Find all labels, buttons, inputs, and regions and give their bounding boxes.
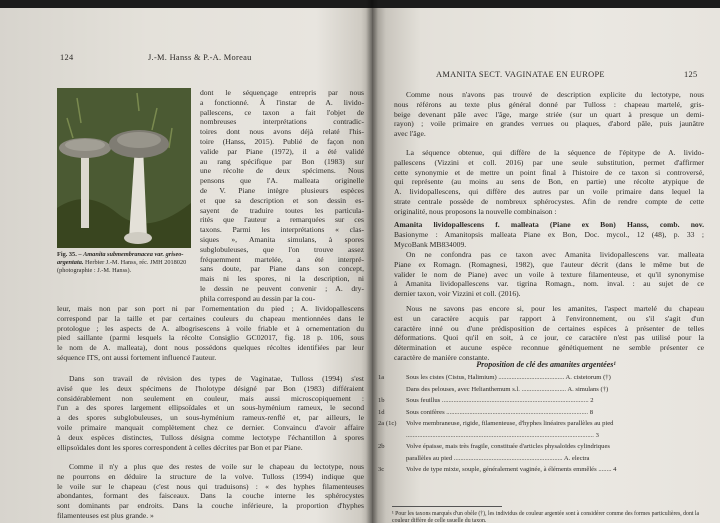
text-line: Piane ex Romagn. (Romagnesi, 1982), que l'auteur décrit (dans le même but de <box>394 259 704 269</box>
key-number: 1b <box>378 397 385 404</box>
text-line: a des spores subglobuleuses, un sous-hyménium rameux-renflé et, par ailleurs, le <box>57 413 364 423</box>
text-line: mais ni les spores, ni la description, ni <box>200 274 364 284</box>
key-text: Sous feuillus ......................................................................................... 2 <box>406 397 594 404</box>
footnote: ¹ Pour les taxons marqués d'un obèle (†), les individus de couleur argentée sont à considérer comme des formes particulières, dont la couleur diffère de celle usuelle du taxon. <box>392 511 700 523</box>
text-line: rayon) ; voile primaire en grandes verrues ou plaques, d'abord pâle, puis jaunâtre <box>394 119 704 129</box>
text-line: dernier taxon, voir Vizzini et coll. (2016). <box>394 289 521 299</box>
key-row <box>378 386 712 396</box>
text-line: fréquemment martelée, a été interpré- <box>200 254 364 264</box>
new-combination <box>394 220 704 249</box>
key-number: 2a (1c) <box>378 420 397 427</box>
text-line: voile primaire manquait complètement chez ce dernier. Convaincu d'avoir affaire <box>57 422 364 432</box>
text-line: sans doute, par Piane dans son concept, <box>200 264 364 274</box>
left-page-number: 124 <box>60 53 74 62</box>
figure-number: Fig. 35. – <box>57 251 82 258</box>
text-line: sayent de traduire toutes les particula- <box>200 205 364 215</box>
left-page <box>0 8 372 523</box>
text-line: Comme il n'y a plus que des restes de voile sur le chapeau du lectotype, nous <box>69 462 364 471</box>
text-line: leur, mais non par son port ni par l'ornementation du pied ; A. lividopallescens <box>57 304 364 313</box>
key-row <box>378 443 712 453</box>
text-line: Basionyme : Amanitopsis malleata Piane ex Bon, Doc. mycol., 12 (48), p. 33 ; <box>394 229 704 239</box>
text-line: pallescens (Vizzini et coll. 2016) par une seule substitution, permet d'affirmer <box>394 157 704 167</box>
text-line: ne pourrons en déduire la structure de la volve. Tulloss (1994) indique que <box>57 471 364 481</box>
text-line: correspond par la taille et par certaines couleurs du chapeau mentionnées dans le <box>57 313 364 323</box>
key-number: 2b <box>378 443 385 450</box>
key-text: .................................................................................................................. 3 <box>406 431 599 439</box>
text-line: sont dominants par endroits. Dans la couche inférieure, la proportion d'hyphes <box>57 501 364 511</box>
text-line: taxons. Parmi les interprétations « clas- <box>200 225 364 235</box>
text-line: à Amanita lividopallescens var. tigrina Romagn., nom. inval. : au sujet de ce <box>394 279 704 289</box>
paragraph-hammered-cap <box>394 304 704 363</box>
key-text: Dans des pelouses, avec Helianthemum s.l. ........................... A. simulans (†) <box>406 385 609 393</box>
text-line: de V. Piane intègre plusieurs espèces <box>200 185 364 195</box>
text-line: strate centrale possède de nombreux sphérocystes. Afin de rendre compte de cette <box>394 196 704 206</box>
text-line: Amanita lividopallescens f. malleata (Piane ex Bon) Hanss, comb. nov. <box>394 220 704 229</box>
text-line: ellipsoïdales dont les spores correspondent à celles décrites par Bon et par Piane. <box>57 442 303 452</box>
right-page-number: 125 <box>684 70 698 79</box>
right-page <box>372 8 720 523</box>
text-line: pensons que l'A. malleata originelle <box>200 176 364 186</box>
key-row <box>378 409 712 419</box>
paragraph-tulloss-revision <box>57 374 364 452</box>
key-text: Volve épaisse, mais très fragile, constituée d'articles physaloïdes cylindriques <box>406 443 610 450</box>
text-line: subglobuleuses, que l'on trouve assez <box>200 244 364 254</box>
text-line: une récolte de deux spécimens. Nous <box>200 166 364 176</box>
paragraph-lectotype-description <box>394 90 704 139</box>
paragraph-sequence-result <box>394 148 704 217</box>
text-line: a fonctionné. À l'instar de A. livido- <box>200 97 364 107</box>
text-line: protologue ; les aspects de A. albogrisescens à voile friable et à ornementation du <box>57 323 364 333</box>
text-line: l'un a des spores largement ellipsoïdales et un sous-hyménium rameux, le second <box>57 403 364 413</box>
key-text: Sous les cistes (Cistus, Halimium) ........................................ A. cistetorum (†) <box>406 374 611 381</box>
book-gutter <box>366 0 378 523</box>
key-row <box>378 455 712 465</box>
paragraph-not-to-confuse <box>394 250 704 299</box>
key-number: 3c <box>378 466 385 473</box>
text-line: La séquence obtenue, qui diffère de la séquence de l'épitype de A. livido- <box>406 148 704 157</box>
text-line: cette synonymie et de mettre un point final à l'histoire de ce taxon si controversé, <box>394 167 704 177</box>
text-line: toire (Hanss, 2015). Publié de façon non <box>200 136 364 146</box>
text-line: dont le séquençage entrepris par nous <box>200 88 364 97</box>
text-line: valide par Piane (1972), il a été validé <box>200 146 364 156</box>
key-number: 1a <box>378 374 385 381</box>
text-line: considérablement non seulement en couleur, mais aussi microscopiquement : <box>57 393 364 403</box>
text-line: détermination et aucune espèce reconnue génétiquement ne semble présenter ce <box>394 343 704 353</box>
text-line: pied saillante (parmi lesquels la récolte Consiglio GC02017, fig. 18 p. 106, sous <box>57 333 364 343</box>
text-line: déformations. Quoi qu'il en soit, à ce jour, ce caractère n'est pas utilisé pour la <box>394 333 704 343</box>
text-line: abondantes, formant des faisceaux. Dans la couche interne les sphérocystes <box>57 491 364 501</box>
right-running-head: AMANITA SECT. VAGINATAE EN EUROPE <box>436 70 605 79</box>
text-line: MycoBank MB834009. <box>394 239 467 249</box>
text-line: toires dont nous avons déjà relaté l'his- <box>200 127 364 137</box>
left-running-head: J.-M. Hanss & P.-A. Moreau <box>148 53 252 62</box>
text-line: avisé que les deux spécimens de l'holotype désigné par Bon (1983) différaient <box>57 383 364 393</box>
key-text: Volve membraneuse, rigide, filamenteuse, d'hyphes linéaires parallèles au pied <box>406 420 614 427</box>
key-text: parallèles au pied .................................................................. A. electra <box>406 454 590 462</box>
figure-caption <box>57 251 193 275</box>
text-line: est un caractère acquis par rapport à l'environnement, ou s'il s'agit d'un <box>394 313 704 323</box>
key-row <box>378 374 712 384</box>
mushroom-photo <box>57 88 191 248</box>
text-line: originalité, nous proposons la nouvelle combinaison : <box>394 206 557 216</box>
text-line: A. lividopallescens, qui diffère des autres par un voile primaire dans lequel la <box>394 187 704 197</box>
text-full-width <box>57 304 364 363</box>
identification-key <box>372 374 720 504</box>
text-line: caractère inné ou d'une prédisposition de certaines espèces à présenter de telles <box>394 323 704 333</box>
text-line: On ne confondra pas ce taxon avec Amanita lividopallescens var. malleata <box>406 250 704 259</box>
text-line: nombreuses interprétations contradic- <box>200 117 364 127</box>
text-line: caractère de manière constante. <box>394 352 490 362</box>
text-line: siques », Amanita simulans, à spores <box>200 234 364 244</box>
key-text: Volve de type mixte, souple, généralement vaginée, à éléments emmêlés ........ 4 <box>406 466 617 473</box>
text-line: rités que l'auteur a remarquées sur ces <box>200 215 364 225</box>
text-line: valider le nom de Piane) avec un voile à texture filamenteuse, et qu'il synonymise <box>394 269 704 279</box>
text-line: Nous ne savons pas encore si, pour les amanites, l'aspect martelé du chapeau <box>406 304 704 313</box>
paragraph-lectotype-veil <box>57 462 364 521</box>
text-line: séquence ITS, ont aussi fortement influencé l'auteur. <box>57 352 217 362</box>
text-line: au rang spécifique par Bon (1983) sur <box>200 156 364 166</box>
text-line: le voile sur le chapeau (c'est nous qui traduisons) : « des hyphes filamenteuses <box>57 481 364 491</box>
key-text: Sous conifères ...................................................................................... 8 <box>406 408 593 416</box>
text-line: filamenteuses est plus grande. » <box>57 510 154 520</box>
figure-credit: Herbier J.-M. Hanss, réc. JMH 2018020 (photographie : J.-M. Hanss). <box>57 258 187 274</box>
text-line: à deux espèces distinctes, Tulloss désigna comme lectotype l'échantillon à spores <box>57 432 364 442</box>
text-line: et que sa description et son dessin es- <box>200 195 364 205</box>
key-row <box>378 420 712 430</box>
key-title: Proposition de clé des amanites argentées¹ <box>476 360 616 369</box>
text-line: phila correspond au dessin par la cou- <box>200 293 316 303</box>
key-row <box>378 466 712 476</box>
text-line: nous référons au texte plus général donné par Tulloss : chapeau martelé, gris- <box>394 99 704 109</box>
key-number: 1d <box>378 408 385 416</box>
text-line: avec l'âge. <box>394 129 426 139</box>
text-line: qui représente (au moins au sens de Bon, en partie) une récolte atypique de <box>394 177 704 187</box>
text-column-beside-photo <box>200 88 364 304</box>
key-row <box>378 397 712 407</box>
figure-title: Amanita submembranacea var. griseo-argentata. <box>57 251 184 266</box>
text-line: beige devenant pâle avec l'âge, marge striée (sur un quart à presque un demi- <box>394 109 704 119</box>
mushroom-illustration-icon <box>57 88 191 248</box>
text-line: Dans son travail de révision des types de Vaginatae, Tulloss (1994) s'est <box>69 374 364 383</box>
text-line: le nom de A. malleata), dont nous possédons quelques récoltes identifiées par leur <box>57 343 364 353</box>
text-line: pallescens, ce taxon a fait l'objet de <box>200 107 364 117</box>
text-line: le dessin ne peuvent convenir ; A. dry- <box>200 283 364 293</box>
text-line: Comme nous n'avons pas trouvé de description explicite du lectotype, nous <box>406 90 704 99</box>
key-row <box>378 432 712 442</box>
footnote-rule <box>392 506 502 507</box>
